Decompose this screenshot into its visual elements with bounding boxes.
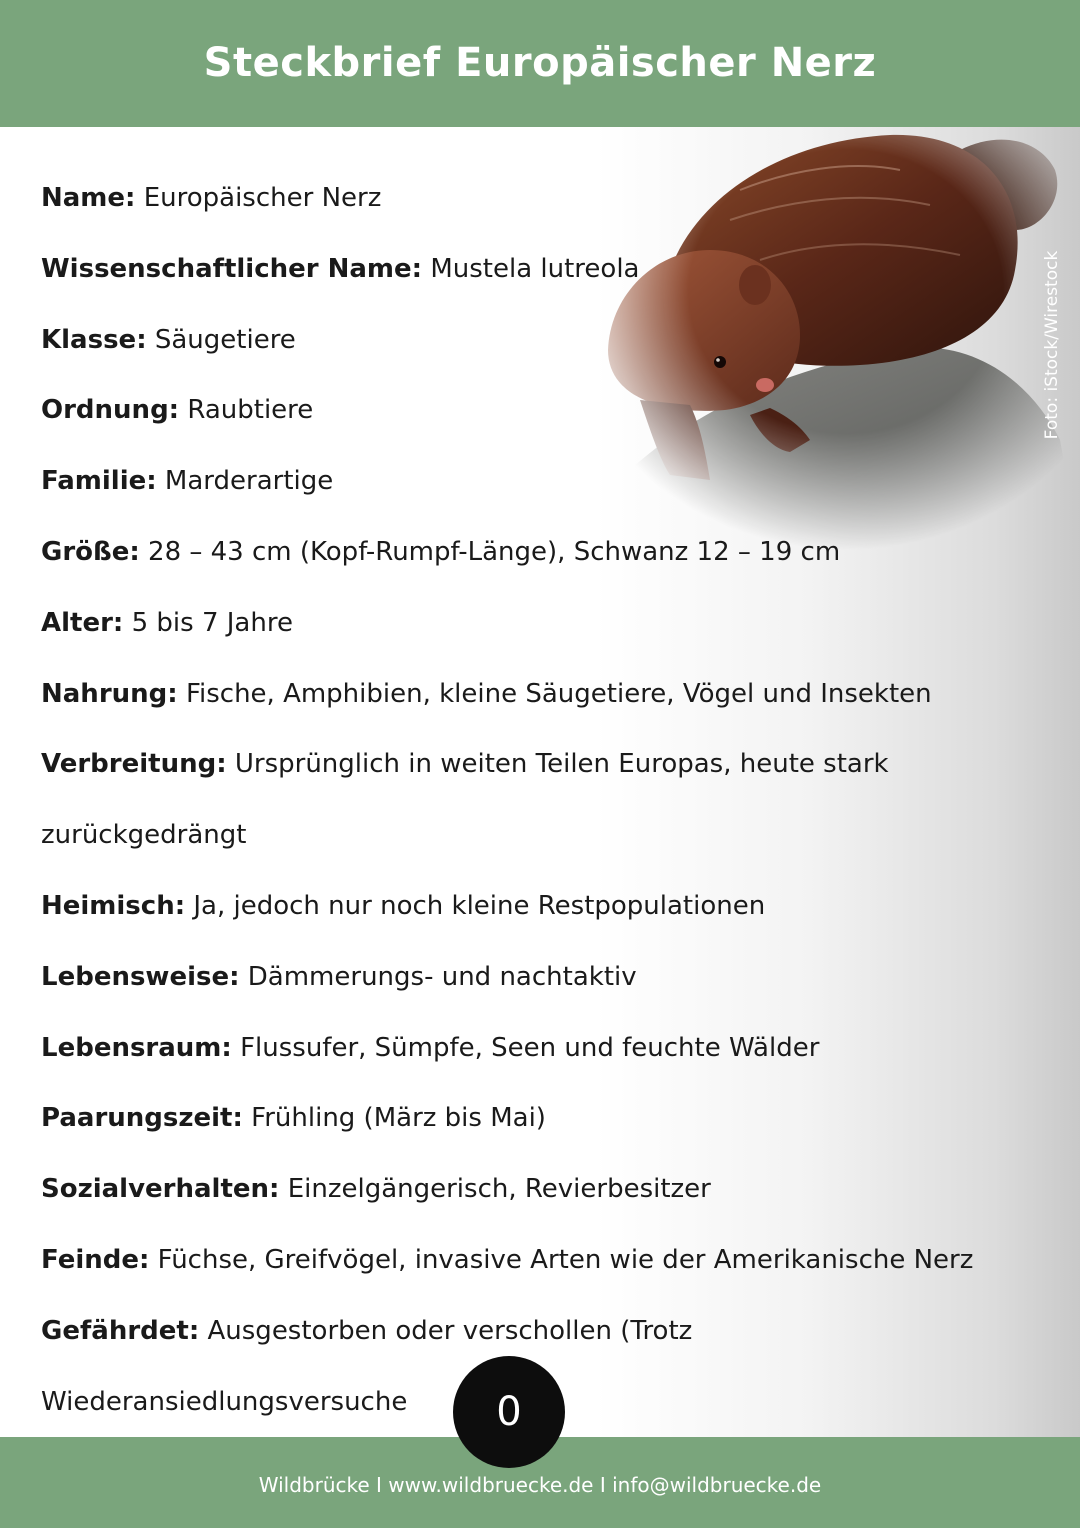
footer-contact-text: Wildbrücke I www.wildbruecke.de I info@wildbruecke.de: [258, 1472, 822, 1497]
fact-label: Ordnung:: [41, 395, 180, 426]
fact-value: Europäischer Nerz: [143, 183, 382, 213]
fact-value: Ursprünglich in weiten Teilen Europas, heute stark: [234, 749, 889, 780]
fact-label: Gefährdet:: [41, 1315, 200, 1346]
fact-food: [41, 659, 1001, 730]
fact-distribution-continued: [41, 800, 1001, 871]
page-title: Steckbrief Europäischer Nerz: [203, 39, 877, 86]
fact-order: [41, 375, 1001, 446]
fact-family: [41, 446, 1001, 517]
fact-endangered: [41, 1296, 1001, 1367]
fact-label: Alter:: [41, 607, 124, 638]
fact-value-continuation: zurückgedrängt: [41, 820, 247, 851]
fact-label: Verbreitung:: [41, 749, 227, 780]
fact-value: Raubtiere: [187, 395, 314, 426]
fact-social-behavior: [41, 1154, 1001, 1225]
fact-label: Name:: [41, 183, 136, 213]
fact-habitat: [41, 1013, 1001, 1084]
fact-label: Nahrung:: [41, 678, 178, 709]
fact-value: Marderartige: [164, 466, 334, 497]
fact-name: [41, 163, 1001, 234]
fact-value: Flussufer, Sümpfe, Seen und feuchte Wälder: [240, 1032, 820, 1063]
fact-class: [41, 305, 1001, 376]
fact-value: Dämmerungs- und nachtaktiv: [247, 961, 637, 992]
fact-value: Ausgestorben oder verschollen (Trotz: [207, 1315, 693, 1346]
fact-size: [41, 517, 1001, 588]
fact-label: Sozialverhalten:: [41, 1174, 280, 1205]
fact-label: Größe:: [41, 536, 140, 567]
fact-native: [41, 871, 1001, 942]
fact-age: [41, 588, 1001, 659]
fact-mating-season: [41, 1083, 1001, 1154]
fact-label: Feinde:: [41, 1244, 150, 1275]
fact-label: Klasse:: [41, 324, 147, 355]
fact-value: Frühling (März bis Mai): [251, 1103, 546, 1134]
fact-distribution: [41, 729, 1001, 800]
fact-enemies: [41, 1225, 1001, 1296]
fact-label: Heimisch:: [41, 890, 186, 921]
fact-list: [41, 163, 1001, 1437]
fact-value: 28 – 43 cm (Kopf-Rumpf-Länge), Schwanz 12 – 19 cm: [148, 536, 841, 567]
fact-label: Paarungszeit:: [41, 1103, 243, 1134]
fact-value: Säugetiere: [154, 324, 296, 355]
fact-lifestyle: [41, 942, 1001, 1013]
fact-scientific-name: [41, 234, 1001, 305]
fact-value: Füchse, Greifvögel, invasive Arten wie der Amerikanische Nerz: [157, 1244, 974, 1275]
fact-value: 5 bis 7 Jahre: [131, 607, 293, 638]
fact-label: Lebensweise:: [41, 961, 240, 992]
count-badge[interactable]: 0: [453, 1356, 565, 1468]
fact-value: Mustela lutreola: [430, 253, 640, 284]
fact-value-continuation: Wiederansiedlungsversuche: [41, 1386, 408, 1417]
fact-value: Einzelgängerisch, Revierbesitzer: [287, 1174, 711, 1205]
fact-value: Ja, jedoch nur noch kleine Restpopulationen: [193, 890, 766, 921]
fact-label: Familie:: [41, 466, 157, 497]
photo-credit: Foto: iStock/Wirestock: [1042, 250, 1062, 440]
fact-label: Wissenschaftlicher Name:: [41, 253, 423, 284]
fact-value: Fische, Amphibien, kleine Säugetiere, Vögel und Insekten: [185, 678, 932, 709]
fact-label: Lebensraum:: [41, 1032, 232, 1063]
